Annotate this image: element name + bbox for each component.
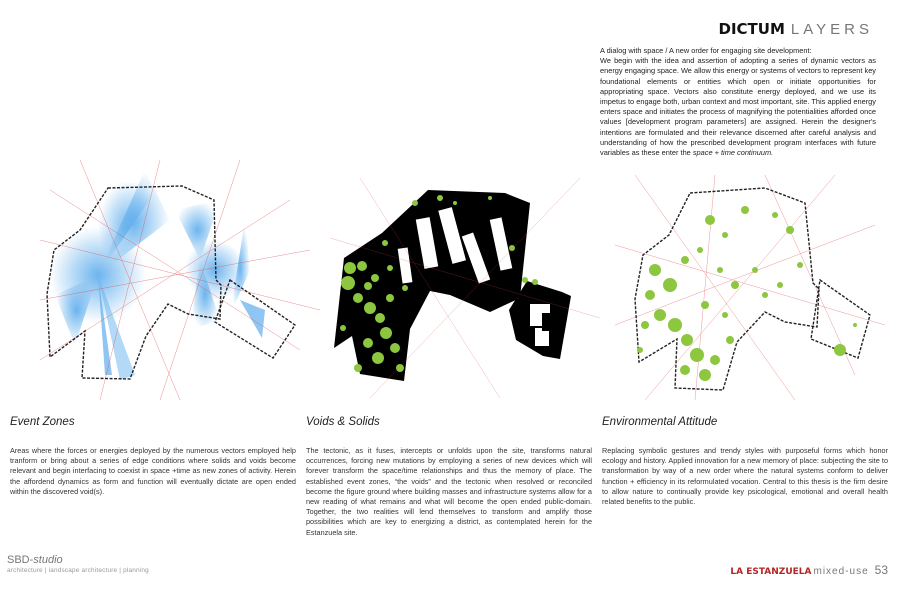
environmental-plan: [615, 175, 885, 400]
project-footer: [730, 563, 888, 577]
intro-line1: A dialog with space / A new order for engaging site development:: [600, 46, 812, 55]
vector-lines-3: [615, 175, 885, 400]
panel-text-environmental: Replacing symbolic gestures and trendy styles with purposeful forms which honor ecology and history. Applied innovation for a new memory of place: subjecting the site to transformation by way of a new order where the natural systems conform to deliver function + efficiency in its reformulated vocation. Central to this thesis is the firm desire to allow nature to continually provide key psicological, emotional and overall health related benefits to the public.: [602, 446, 888, 507]
intro-text: [600, 46, 876, 158]
header-brand: DICTUM: [718, 20, 785, 38]
studio-disciplines: architecture | landscape architecture | planning: [7, 567, 149, 574]
project-name: LA ESTANZUELA: [730, 567, 812, 577]
header-section: LAYERS: [790, 21, 873, 38]
voids-solids-plan: [330, 178, 600, 398]
panel-title-environmental: Environmental Attitude: [602, 416, 718, 428]
panel-title-voids-solids: Voids & Solids: [306, 416, 380, 428]
studio-footer: [7, 554, 149, 574]
courtyard-block: [542, 313, 556, 331]
event-zones-plan: [40, 160, 320, 400]
panel-title-event-zones: Event Zones: [10, 416, 75, 428]
panel-text-voids-solids: The tectonic, as it fuses, intercepts or unfolds upon the site, transforms natural occurrences, forcing new mutations by employing a series of new devices which will forever transform the space/time relationships and thus the memory of place. The established event zones, “the voids” and the tectonic when resolved or reconciled become the figure ground where building masses and infrastructure systems allow for a new reading of what remains and what will become the open ended public-domain. Together, the two realities will lend themselves to transform and amplify those possibilities which are key to energizing a district, as contemplated herein for the Estanzuela site.: [306, 446, 592, 537]
panel-text-event-zones: Areas where the forces or energies deployed by the numerous vectors employed help tranform or bring about a series of edge conditions where solids and voids become relevant and begin interfacing to coexist in space +time as new zones of activity. Herein the affordend dynamics as form and function will eventually dictate are open ended within the discovered void(s).: [10, 446, 296, 496]
studio-brand: SBD-studio: [7, 554, 63, 566]
intro-emph: space + time continuum.: [692, 148, 774, 158]
energy-zones: [50, 170, 265, 380]
page-number: 53: [874, 563, 888, 577]
intro-body: We begin with the idea and assertion of adopting a series of dynamic vectors as energy engaging space. We allow this energy or systems of vectors to represent key foundational elements or entities which open or initiate opportunities for appropriating space. Vectors also constitute energy deployed, and we use its impetus to engage both, urban context and most important, site. This applied energy enters space and initiates the process of magnifying the potentialities afforded once values [development program parameters] are assigned. Herein the designer's intentions are formulated and their relevance discerned after careful analysis and understanding of how the prescribed development program interfaces with future variables as these enter the: [600, 56, 876, 158]
project-type: mixed-use: [813, 566, 869, 577]
page-header: [719, 20, 873, 38]
